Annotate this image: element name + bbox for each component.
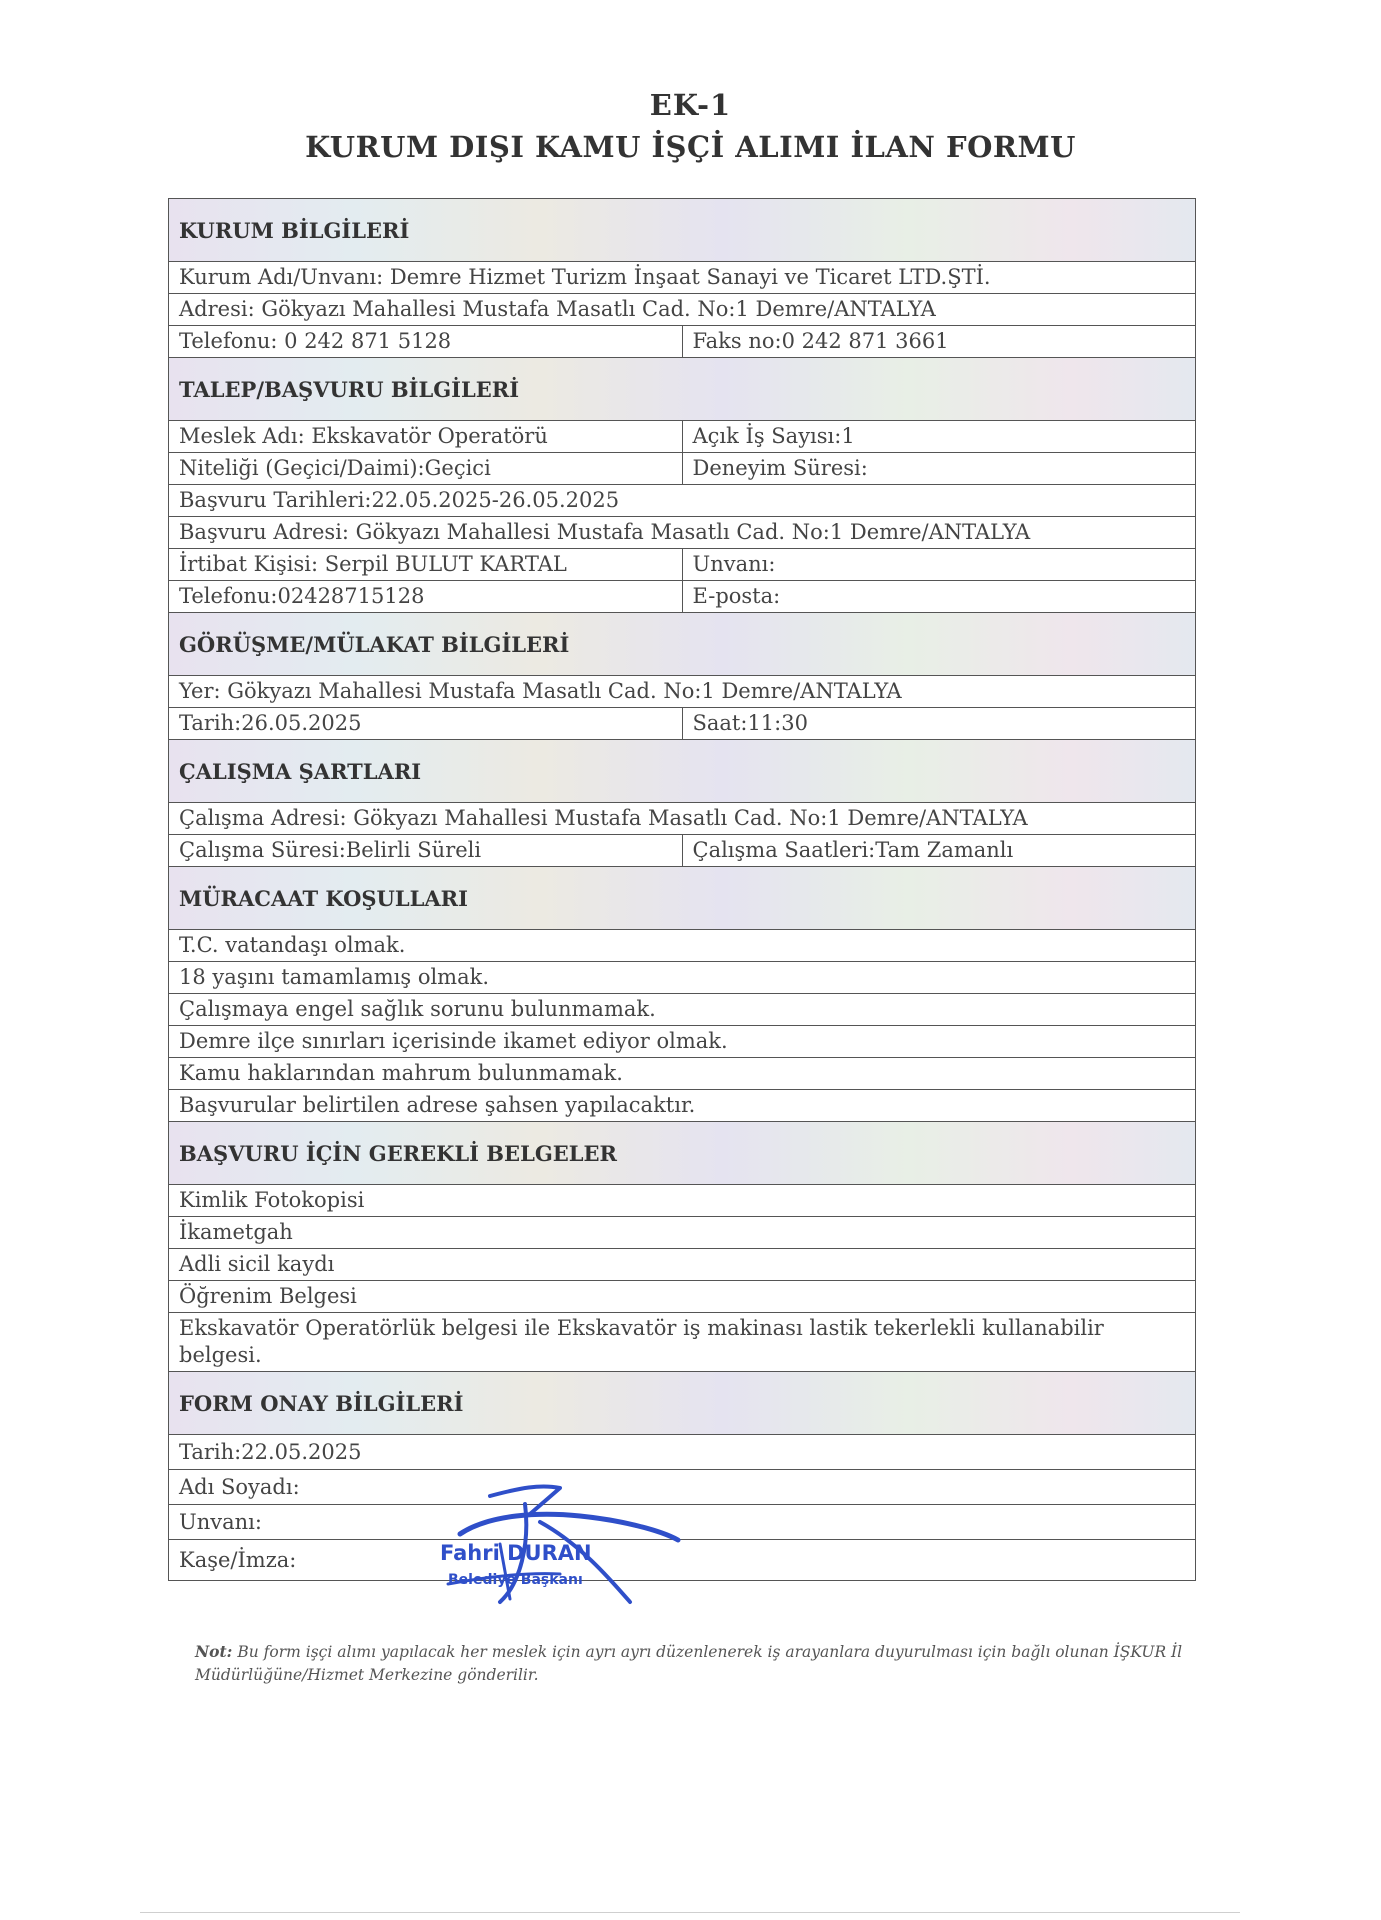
list-item xyxy=(169,994,1196,1026)
form-row xyxy=(169,453,1196,485)
list-item xyxy=(169,1058,1196,1090)
form-row xyxy=(169,421,1196,453)
kurum-address: Adresi: Gökyazı Mahallesi Mustafa Masatlı Cad. No:1 Demre/ANTALYA xyxy=(169,294,1196,326)
list-item xyxy=(169,1281,1196,1313)
list-item xyxy=(169,962,1196,994)
annex-label: EK-1 xyxy=(649,88,732,122)
announcement-form-table xyxy=(168,198,1196,1581)
section-onay: FORM ONAY BİLGİLERİ xyxy=(169,1372,1196,1435)
talep-contact: İrtibat Kişisi: Serpil BULUT KARTAL xyxy=(169,549,683,581)
form-row xyxy=(169,803,1196,835)
list-item xyxy=(169,1026,1196,1058)
form-row xyxy=(169,1435,1196,1470)
section-calisma: ÇALIŞMA ŞARTLARI xyxy=(169,740,1196,803)
list-item xyxy=(169,930,1196,962)
stamp-name: Fahri DURAN xyxy=(440,1541,592,1565)
talep-dates: Başvuru Tarihleri:22.05.2025-26.05.2025 xyxy=(169,485,1196,517)
talep-experience: Deneyim Süresi: xyxy=(682,453,1196,485)
form-row xyxy=(169,517,1196,549)
talep-openings: Açık İş Sayısı:1 xyxy=(682,421,1196,453)
section-row xyxy=(169,867,1196,930)
section-gorusme: GÖRÜŞME/MÜLAKAT BİLGİLERİ xyxy=(169,613,1196,676)
calisma-duration: Çalışma Süresi:Belirli Süreli xyxy=(169,835,683,867)
form-row xyxy=(169,676,1196,708)
kurum-fax: Faks no:0 242 871 3661 xyxy=(682,326,1196,358)
note-label: Not: xyxy=(195,1642,233,1661)
form-row xyxy=(169,326,1196,358)
section-row xyxy=(169,613,1196,676)
gorusme-date: Tarih:26.05.2025 xyxy=(169,708,683,740)
list-item xyxy=(169,1249,1196,1281)
form-row xyxy=(169,549,1196,581)
gorusme-place: Yer: Gökyazı Mahallesi Mustafa Masatlı Cad. No:1 Demre/ANTALYA xyxy=(169,676,1196,708)
calisma-address: Çalışma Adresi: Gökyazı Mahallesi Mustafa Masatlı Cad. No:1 Demre/ANTALYA xyxy=(169,803,1196,835)
section-row xyxy=(169,199,1196,262)
section-kurum: KURUM BİLGİLERİ xyxy=(169,199,1196,262)
note-text: Bu form işçi alımı yapılacak her meslek için ayrı ayrı düzenlenerek iş arayanlara duyurulması için bağlı olunan İŞKUR İl Müdürlüğüne/Hizmet Merkezine gönderilir. xyxy=(195,1643,1183,1685)
section-row xyxy=(169,1372,1196,1435)
kurum-name: Kurum Adı/Unvanı: Demre Hizmet Turizm İnşaat Sanayi ve Ticaret LTD.ŞTİ. xyxy=(169,262,1196,294)
list-item xyxy=(169,1185,1196,1217)
page-bottom-divider xyxy=(140,1912,1240,1913)
talep-type: Niteliği (Geçici/Daimi):Geçici xyxy=(169,453,683,485)
onay-title: Unvanı: xyxy=(169,1505,1196,1540)
talep-address: Başvuru Adresi: Gökyazı Mahallesi Mustafa Masatlı Cad. No:1 Demre/ANTALYA xyxy=(169,517,1196,549)
gorusme-time: Saat:11:30 xyxy=(682,708,1196,740)
condition-item: Başvurular belirtilen adrese şahsen yapılacaktır. xyxy=(169,1090,1196,1122)
form-title: KURUM DIŞI KAMU İŞÇİ ALIMI İLAN FORMU xyxy=(305,130,1076,164)
form-row xyxy=(169,262,1196,294)
kurum-phone: Telefonu: 0 242 871 5128 xyxy=(169,326,683,358)
form-row xyxy=(169,294,1196,326)
onay-name: Adı Soyadı: xyxy=(169,1470,1196,1505)
form-row xyxy=(169,835,1196,867)
list-item xyxy=(169,1217,1196,1249)
stamp-title: Belediye Başkanı xyxy=(448,1572,583,1588)
talep-job: Meslek Adı: Ekskavatör Operatörü xyxy=(169,421,683,453)
document-item: Kimlik Fotokopisi xyxy=(169,1185,1196,1217)
list-item xyxy=(169,1313,1196,1372)
talep-phone: Telefonu:02428715128 xyxy=(169,581,683,613)
condition-item: Demre ilçe sınırları içerisinde ikamet ediyor olmak. xyxy=(169,1026,1196,1058)
footer-note xyxy=(195,1640,1235,1688)
talep-email: E-posta: xyxy=(682,581,1196,613)
signature-stamp-icon xyxy=(430,1474,690,1624)
condition-item: Kamu haklarından mahrum bulunmamak. xyxy=(169,1058,1196,1090)
document-item: İkametgah xyxy=(169,1217,1196,1249)
section-row xyxy=(169,740,1196,803)
form-row xyxy=(169,485,1196,517)
section-row xyxy=(169,358,1196,421)
section-row xyxy=(169,1122,1196,1185)
form-row xyxy=(169,708,1196,740)
calisma-hours: Çalışma Saatleri:Tam Zamanlı xyxy=(682,835,1196,867)
section-muracaat: MÜRACAAT KOŞULLARI xyxy=(169,867,1196,930)
document-item: Öğrenim Belgesi xyxy=(169,1281,1196,1313)
condition-item: 18 yaşını tamamlamış olmak. xyxy=(169,962,1196,994)
document-item: Adli sicil kaydı xyxy=(169,1249,1196,1281)
document-item: Ekskavatör Operatörlük belgesi ile Ekskavatör iş makinası lastik tekerlekli kullanabilir belgesi. xyxy=(169,1313,1196,1372)
onay-date: Tarih:22.05.2025 xyxy=(169,1435,1196,1470)
onay-stamp: Kaşe/İmza: xyxy=(169,1540,1196,1581)
list-item xyxy=(169,1090,1196,1122)
talep-contact-title: Unvanı: xyxy=(682,549,1196,581)
form-row xyxy=(169,581,1196,613)
condition-item: Çalışmaya engel sağlık sorunu bulunmamak. xyxy=(169,994,1196,1026)
section-talep: TALEP/BAŞVURU BİLGİLERİ xyxy=(169,358,1196,421)
section-belgeler: BAŞVURU İÇİN GEREKLİ BELGELER xyxy=(169,1122,1196,1185)
condition-item: T.C. vatandaşı olmak. xyxy=(169,930,1196,962)
